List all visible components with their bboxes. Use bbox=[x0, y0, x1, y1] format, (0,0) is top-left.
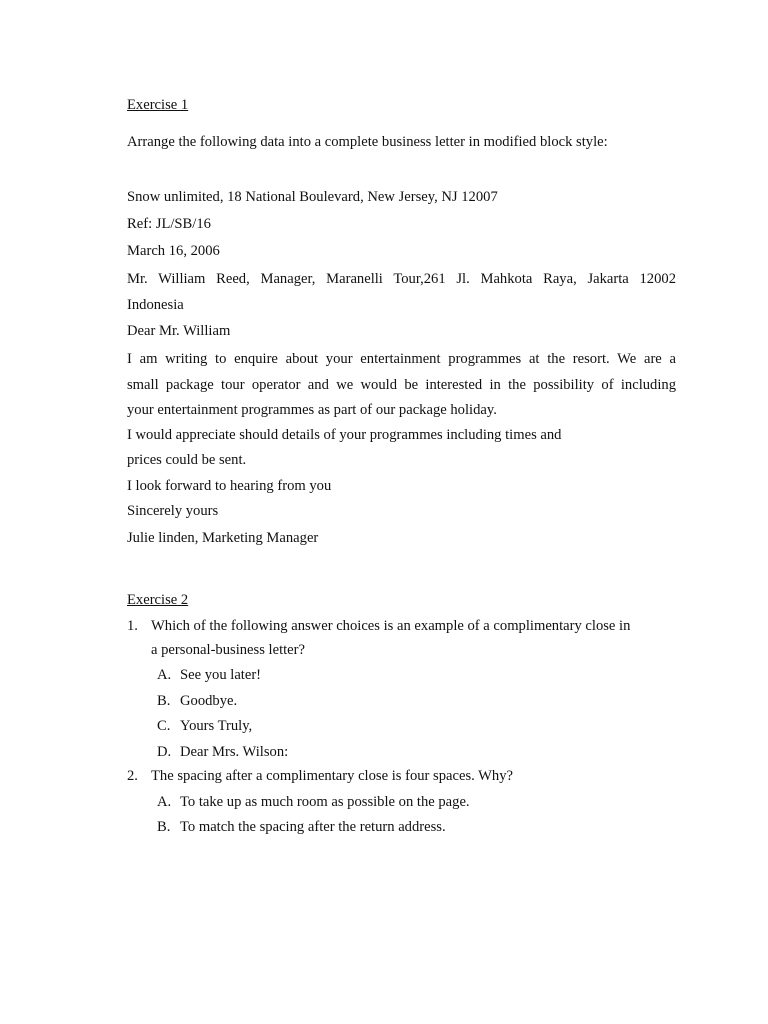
letter-body-line-2: small package tour operator and we would be interested in the possibility of including bbox=[127, 377, 676, 393]
letter-line-signature: Julie linden, Marketing Manager bbox=[127, 530, 319, 546]
exercise-2-heading: Exercise 2 bbox=[127, 592, 189, 608]
question-1-option-d-text: Dear Mrs. Wilson: bbox=[180, 744, 289, 760]
question-1-text-line-1: Which of the following answer choices is an example of a complimentary close in bbox=[151, 618, 631, 634]
letter-line-country: Indonesia bbox=[127, 297, 184, 313]
question-1-text-line-2: a personal-business letter? bbox=[151, 642, 305, 658]
letter-body-line-5: prices could be sent. bbox=[127, 452, 247, 468]
letter-line-inside-address: Mr. William Reed, Manager, Maranelli Tour,261 Jl. Mahkota Raya, Jakarta 12002 bbox=[127, 271, 676, 287]
letter-line-closing-sentence: I look forward to hearing from you bbox=[127, 478, 332, 494]
question-1-option-a-letter: A. bbox=[157, 667, 172, 683]
question-1-option-c-text: Yours Truly, bbox=[180, 718, 253, 734]
letter-body-line-1: I am writing to enquire about your entertainment programmes at the resort. We are a bbox=[127, 351, 676, 367]
letter-line-return-address: Snow unlimited, 18 National Boulevard, New Jersey, NJ 12007 bbox=[127, 189, 498, 205]
question-1-option-a-text: See you later! bbox=[180, 667, 262, 683]
exercise-1-instruction: Arrange the following data into a complete business letter in modified block style: bbox=[127, 134, 608, 150]
question-1-option-c-letter: C. bbox=[157, 718, 171, 734]
question-1-option-b-text: Goodbye. bbox=[180, 693, 238, 709]
question-2-number: 2. bbox=[127, 768, 138, 784]
letter-line-date: March 16, 2006 bbox=[127, 243, 220, 259]
question-2-option-b-letter: B. bbox=[157, 819, 171, 835]
letter-body-line-4: I would appreciate should details of your programmes including times and bbox=[127, 427, 562, 443]
question-2-option-b-text: To match the spacing after the return address. bbox=[180, 819, 446, 835]
letter-line-complimentary-close: Sincerely yours bbox=[127, 503, 219, 519]
letter-body-line-3: your entertainment programmes as part of our package holiday. bbox=[127, 402, 497, 418]
exercise-1-heading: Exercise 1 bbox=[127, 97, 189, 113]
question-1-number: 1. bbox=[127, 618, 138, 634]
question-1-option-b-letter: B. bbox=[157, 693, 171, 709]
question-2-option-a-letter: A. bbox=[157, 794, 172, 810]
letter-line-reference: Ref: JL/SB/16 bbox=[127, 216, 211, 232]
question-2-option-a-text: To take up as much room as possible on the page. bbox=[180, 794, 470, 810]
question-1-option-d-letter: D. bbox=[157, 744, 172, 760]
question-2-text-line-1: The spacing after a complimentary close is four spaces. Why? bbox=[151, 768, 514, 784]
letter-line-salutation: Dear Mr. William bbox=[127, 323, 231, 339]
